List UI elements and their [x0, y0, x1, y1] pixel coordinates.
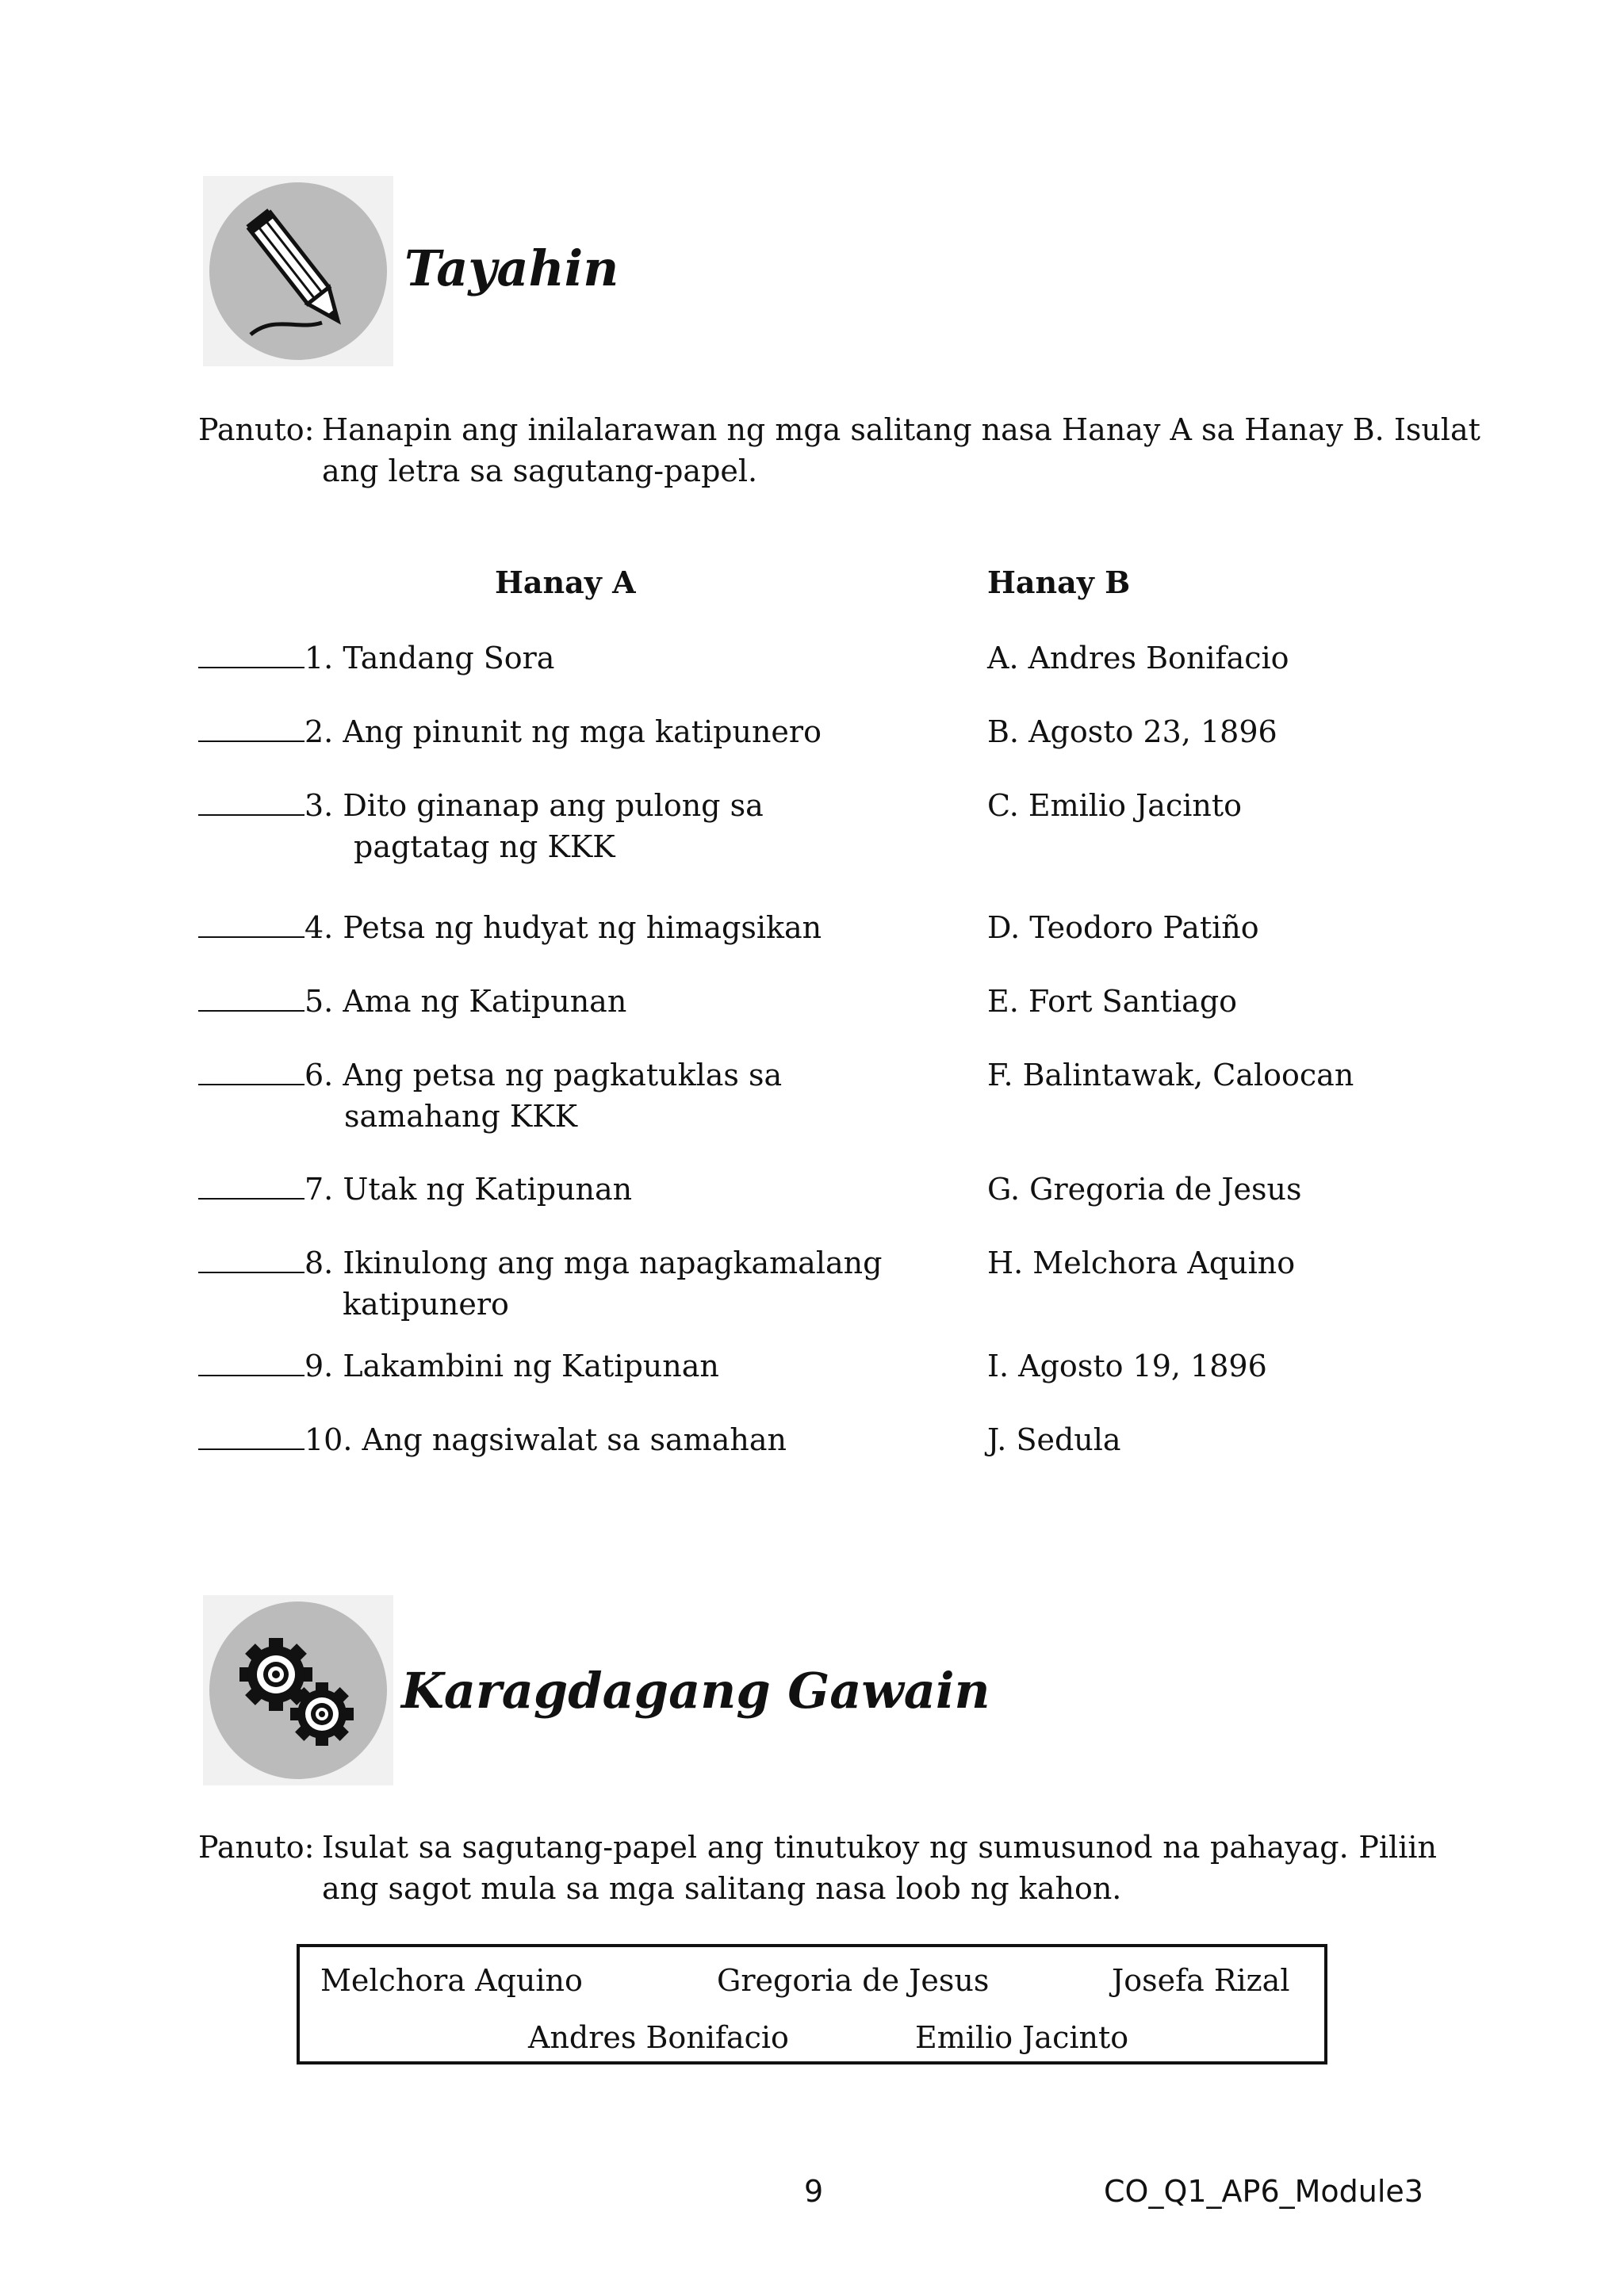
word-choice: Melchora Aquino — [320, 1963, 583, 1998]
tayahin-title: Tayahin — [404, 239, 619, 297]
pencil-icon — [203, 176, 393, 366]
answer-blank[interactable] — [198, 1171, 304, 1200]
word-choice: Andres Bonifacio — [528, 2020, 789, 2055]
hanay-a-item-2: 2. Ang pinunit ng mga katipunero — [198, 711, 822, 752]
karagdagan-title: Karagdagang Gawain — [401, 1662, 990, 1720]
tayahin-panuto-line1: Hanapin ang inilalarawan ng mga salitang nasa Hanay A sa Hanay B. Isulat — [322, 412, 1480, 447]
karagdagan-icon-frame — [203, 1595, 393, 1785]
hanay-a-item-9: 9. Lakambini ng Katipunan — [198, 1345, 719, 1387]
word-choice-box — [297, 1944, 1327, 2064]
answer-blank[interactable] — [198, 1245, 304, 1273]
hanay-a-item-8: 8. Ikinulong ang mga napagkamalang katipunero — [198, 1242, 882, 1325]
module-code: CO_Q1_AP6_Module3 — [1104, 2174, 1423, 2209]
hanay-a-item-10: 10. Ang nagsiwalat sa samahan — [198, 1419, 787, 1460]
hanay-a-item-7: 7. Utak ng Katipunan — [198, 1169, 632, 1210]
answer-blank[interactable] — [198, 1057, 304, 1085]
answer-blank[interactable] — [198, 640, 304, 668]
hanay-b-choice-g: G. Gregoria de Jesus — [987, 1172, 1302, 1207]
word-choice: Gregoria de Jesus — [717, 1963, 990, 1998]
hanay-a-item-4: 4. Petsa ng hudyat ng himagsikan — [198, 907, 822, 948]
tayahin-icon-frame — [203, 176, 393, 366]
answer-blank[interactable] — [198, 787, 304, 816]
hanay-b-choice-i: I. Agosto 19, 1896 — [987, 1349, 1267, 1383]
hanay-b-heading: Hanay B — [987, 564, 1131, 600]
hanay-a-item-1: 1. Tandang Sora — [198, 637, 554, 679]
hanay-b-choice-c: C. Emilio Jacinto — [987, 788, 1243, 823]
page-number: 9 — [804, 2174, 824, 2209]
hanay-a-heading: Hanay A — [495, 564, 636, 600]
hanay-b-choice-b: B. Agosto 23, 1896 — [987, 714, 1277, 749]
hanay-b-choice-h: H. Melchora Aquino — [987, 1246, 1296, 1280]
word-choice: Emilio Jacinto — [915, 2020, 1129, 2055]
tayahin-panuto-label: Panuto: — [198, 412, 315, 447]
hanay-b-choice-f: F. Balintawak, Caloocan — [987, 1058, 1354, 1093]
tayahin-panuto-line2: ang letra sa sagutang-papel. — [322, 453, 758, 488]
gears-icon — [203, 1595, 393, 1785]
hanay-a-item-5: 5. Ama ng Katipunan — [198, 981, 626, 1022]
hanay-b-choice-e: E. Fort Santiago — [987, 984, 1238, 1019]
karagdagan-panuto-label: Panuto: — [198, 1830, 315, 1865]
karagdagan-panuto-line1: Isulat sa sagutang-papel ang tinutukoy ng sumusunod na pahayag. Piliin — [322, 1830, 1437, 1865]
answer-blank[interactable] — [198, 909, 304, 938]
karagdagan-panuto-line2: ang sagot mula sa mga salitang nasa loob ng kahon. — [322, 1871, 1122, 1906]
hanay-b-choice-a: A. Andres Bonifacio — [987, 641, 1289, 675]
hanay-a-item-6: 6. Ang petsa ng pagkatuklas sa samahang KKK — [198, 1054, 782, 1137]
hanay-b-choice-j: J. Sedula — [987, 1422, 1121, 1457]
answer-blank[interactable] — [198, 1422, 304, 1450]
answer-blank[interactable] — [198, 1348, 304, 1376]
word-choice: Josefa Rizal — [1112, 1963, 1290, 1998]
hanay-a-item-3: 3. Dito ginanap ang pulong sa pagtatag ng KKK — [198, 785, 764, 867]
answer-blank[interactable] — [198, 714, 304, 742]
hanay-b-choice-d: D. Teodoro Patiño — [987, 910, 1259, 945]
answer-blank[interactable] — [198, 983, 304, 1012]
